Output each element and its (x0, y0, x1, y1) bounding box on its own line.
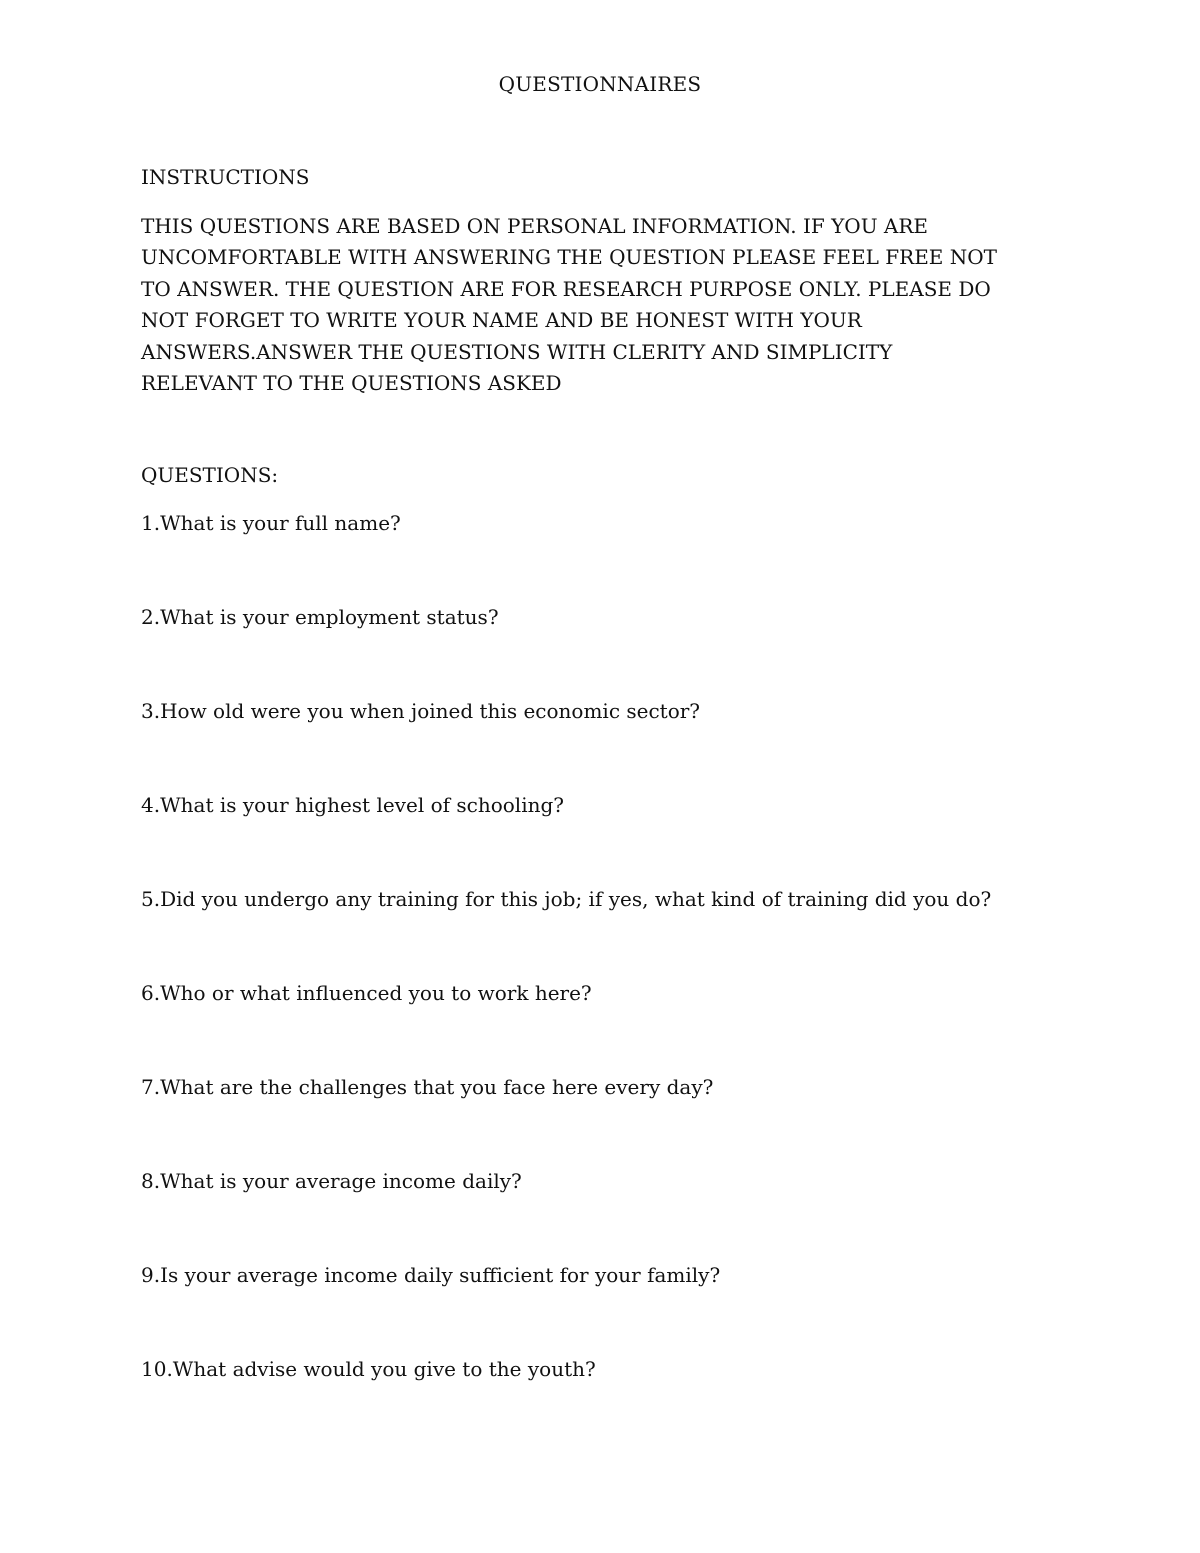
instructions-line: NOT FORGET TO WRITE YOUR NAME AND BE HONEST WITH YOUR (141, 308, 862, 333)
instructions-line: TO ANSWER. THE QUESTION ARE FOR RESEARCH PURPOSE ONLY. PLEASE DO (141, 276, 991, 301)
instructions-heading: INSTRUCTIONS (141, 165, 310, 189)
instructions-line: THIS QUESTIONS ARE BASED ON PERSONAL INFORMATION. IF YOU ARE (141, 214, 929, 238)
question-item: 4.What is your highest level of schooling? (141, 793, 564, 817)
question-item: 5.Did you undergo any training for this job; if yes, what kind of training did you do? (141, 887, 992, 911)
instructions-line: RELEVANT TO THE QUESTIONS ASKED (141, 371, 562, 396)
question-item: 8.What is your average income daily? (141, 1169, 522, 1193)
question-item: 2.What is your employment status? (141, 605, 499, 629)
instructions-line: UNCOMFORTABLE WITH ANSWERING THE QUESTION PLEASE FEEL FREE NOT (141, 245, 997, 270)
question-item: 7.What are the challenges that you face here every day? (141, 1075, 714, 1099)
document-title: QUESTIONNAIRES (498, 72, 702, 96)
question-item: 9.Is your average income daily sufficient for your family? (141, 1263, 721, 1287)
question-item: 6.Who or what influenced you to work here? (141, 981, 592, 1005)
question-item: 1.What is your full name? (141, 511, 401, 535)
instructions-line: ANSWERS.ANSWER THE QUESTIONS WITH CLERITY AND SIMPLICITY (141, 339, 893, 364)
instructions-paragraph (141, 211, 1071, 399)
question-item: 10.What advise would you give to the youth? (141, 1357, 596, 1381)
questions-heading: QUESTIONS: (141, 463, 279, 487)
question-item: 3.How old were you when joined this economic sector? (141, 699, 701, 723)
